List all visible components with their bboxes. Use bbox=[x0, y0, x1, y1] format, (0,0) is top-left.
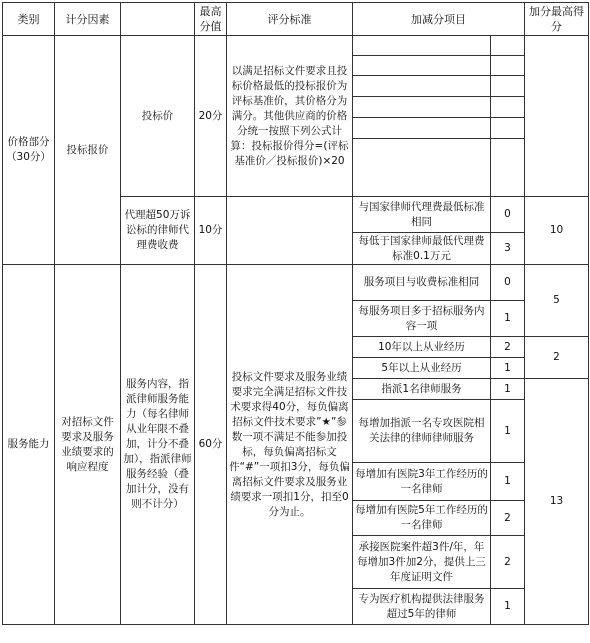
service-item-score: 2 bbox=[491, 536, 525, 589]
service-max-get: 13 bbox=[525, 379, 589, 625]
service-item-text: 5年以上从业经历 bbox=[353, 358, 491, 379]
blank-score-cell bbox=[491, 56, 525, 76]
service-item-text: 承接医院案件超3件/年，年每增加3件加2分，提供上三年度证明文件 bbox=[353, 536, 491, 589]
agency-criteria-blank bbox=[227, 197, 353, 265]
bid-price-criteria: 以满足招标文件要求且投标价格最低的投标报价为评标基准价，其价格分为满分。其他供应商的价格分统一按照下列公式计算：投标报价得分=(评标基准价／投标报价)×20 bbox=[227, 36, 353, 197]
service-item-score: 0 bbox=[491, 265, 525, 301]
service-item-text: 10年以上从业经历 bbox=[353, 337, 491, 358]
blank-item-cell bbox=[353, 118, 491, 139]
header-max-score: 最高分值 bbox=[195, 3, 227, 36]
agency-item-text: 与国家律师代理费最低标准相同 bbox=[353, 197, 491, 233]
agency-item-score: 3 bbox=[491, 233, 525, 265]
header-criteria: 评分标准 bbox=[227, 3, 353, 36]
service-max-get: 2 bbox=[525, 337, 589, 379]
blank-item-cell bbox=[353, 97, 491, 118]
service-max: 60分 bbox=[195, 265, 227, 625]
bid-price-name: 投标价 bbox=[121, 36, 195, 197]
service-item-score: 1 bbox=[491, 463, 525, 501]
agency-name: 代理超50万诉讼标的律师代理费收费 bbox=[121, 197, 195, 265]
agency-max-get: 10 bbox=[525, 197, 589, 265]
service-item-score: 1 bbox=[491, 400, 525, 463]
blank-score-cell bbox=[491, 76, 525, 97]
service-item-text: 每增加指派一名专攻医院相关法律的律师律师服务 bbox=[353, 400, 491, 463]
agency-max: 10分 bbox=[195, 197, 227, 265]
header-blank bbox=[121, 3, 195, 36]
service-item-score: 1 bbox=[491, 358, 525, 379]
blank-score-cell bbox=[491, 97, 525, 118]
price-category: 价格部分（30分） bbox=[3, 36, 55, 265]
header-max-get: 加分最高得分 bbox=[525, 3, 589, 36]
header-category: 类别 bbox=[3, 3, 55, 36]
service-item-text: 专为医疗机构提供法律服务超过5年的律师 bbox=[353, 589, 491, 625]
service-item-text: 服务项目与收费标准相同 bbox=[353, 265, 491, 301]
service-max-get: 5 bbox=[525, 265, 589, 337]
service-sub: 服务内容，指派律师服务能力（每名律师从业年限不叠加，计分不叠加），指派律师服务经验（叠加计分，没有则不计分） bbox=[121, 265, 195, 625]
blank-item-cell bbox=[353, 56, 491, 76]
bid-price-max: 20分 bbox=[195, 36, 227, 197]
service-category: 服务能力 bbox=[3, 265, 55, 625]
service-item-score: 1 bbox=[491, 589, 525, 625]
blank-score-cell bbox=[491, 139, 525, 197]
service-criteria: 投标文件要求及服务业绩要求完全满足招标文件技术要求得40分，每负偏离招标文件技术要求”★”参数一项不满足不能参加投标，每负偏离招标文件“#”一项扣3分，每负偏离招标文件要求及服务业绩要求一项扣1分，扣至0分为止。 bbox=[227, 265, 353, 625]
blank-item-cell bbox=[353, 76, 491, 97]
agency-item-score: 0 bbox=[491, 197, 525, 233]
service-factor: 对招标文件要求及服务业绩要求的响应程度 bbox=[55, 265, 121, 625]
header-items: 加减分项目 bbox=[353, 3, 525, 36]
agency-item-text: 每低于国家律师最低代理费标准0.1万元 bbox=[353, 233, 491, 265]
blank-score-cell bbox=[491, 118, 525, 139]
blank-max-get-cell bbox=[525, 36, 589, 197]
service-item-score: 1 bbox=[491, 301, 525, 337]
service-item-score: 1 bbox=[491, 379, 525, 400]
price-factor: 投标报价 bbox=[55, 36, 121, 265]
service-item-text: 指派1名律师服务 bbox=[353, 379, 491, 400]
blank-item-cell bbox=[353, 139, 491, 197]
scoring-table bbox=[2, 2, 589, 625]
blank-item-cell bbox=[353, 36, 491, 56]
service-item-text: 每增加有医院3年工作经历的一名律师 bbox=[353, 463, 491, 501]
blank-score-cell bbox=[491, 36, 525, 56]
header-factor: 计分因素 bbox=[55, 3, 121, 36]
service-item-score: 2 bbox=[491, 337, 525, 358]
service-item-text: 每服务项目多于招标服务内容一项 bbox=[353, 301, 491, 337]
service-item-score: 2 bbox=[491, 501, 525, 536]
service-item-text: 每增加有医院5年工作经历的一名律师 bbox=[353, 501, 491, 536]
